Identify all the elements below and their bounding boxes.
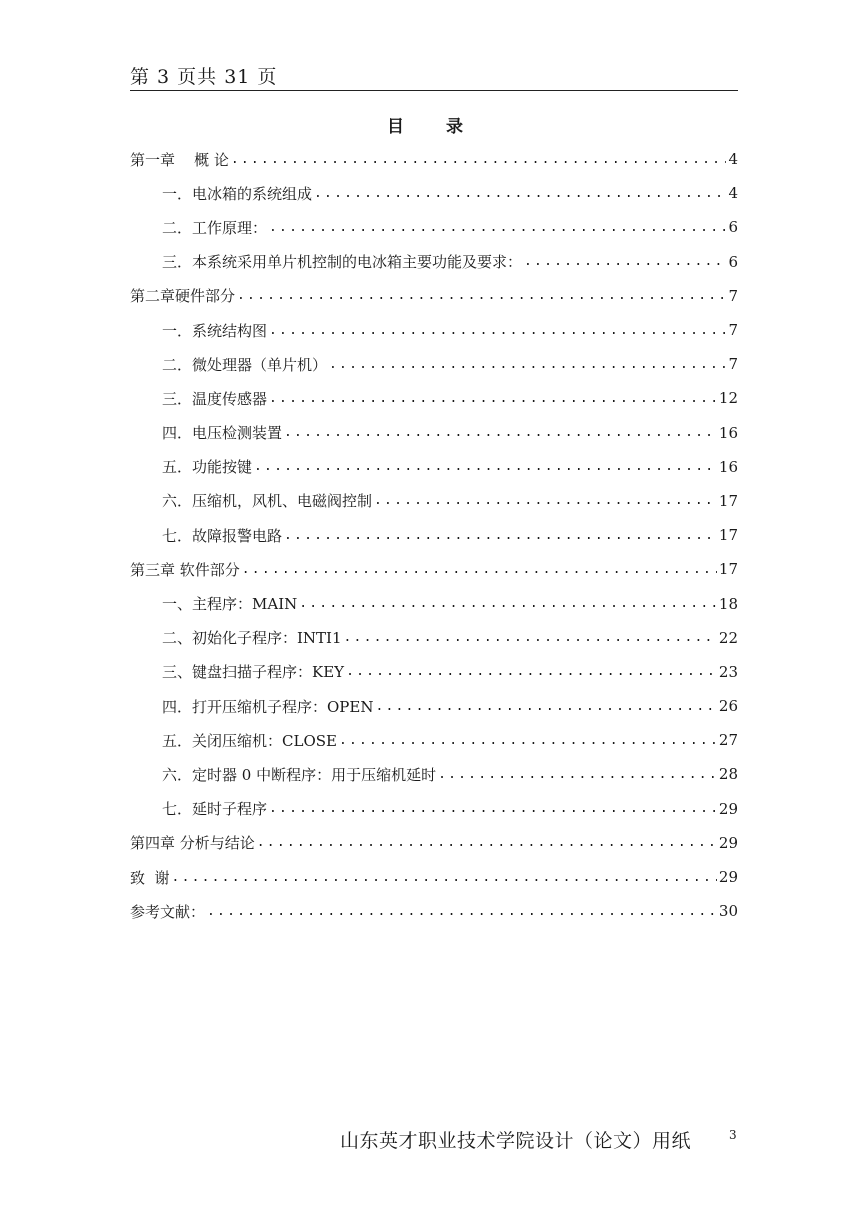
toc-entry-label: 四．打开压缩机子程序：OPEN (162, 697, 374, 716)
dot-leader (172, 870, 717, 885)
toc-entry-label: 五．功能按键 (162, 458, 253, 477)
header-page-indicator: 第 3 页共 31 页 (130, 66, 278, 88)
toc-entry-page: 7 (728, 321, 738, 340)
toc-entry-page: 18 (718, 594, 738, 613)
dot-leader (346, 664, 717, 679)
footer-page-number: 3 (729, 1128, 737, 1142)
toc-entry-section[interactable] (130, 210, 738, 244)
toc-entry-page: 29 (718, 833, 738, 852)
page-footer: 山东英才职业技术学院设计（论文）用纸 (340, 1130, 692, 1152)
toc-entry-label: 七．故障报警电路 (162, 526, 283, 545)
toc-entry-section[interactable] (130, 484, 738, 518)
toc-entry-section[interactable] (130, 245, 738, 279)
page-header (130, 62, 738, 91)
toc-entry-label: 第一章 概 论 (130, 150, 229, 169)
toc-entry-label: 第四章 分析与结论 (130, 834, 255, 853)
toc-entry-page: 7 (728, 286, 738, 305)
toc-entry-section[interactable] (130, 347, 738, 381)
toc-entry-page: 16 (718, 423, 738, 442)
toc-entry-label: 四．电压检测装置 (162, 424, 283, 443)
toc-entry-section[interactable] (130, 416, 738, 450)
toc-entry-page: 29 (718, 799, 738, 818)
toc-entry-label: 第三章 软件部分 (130, 560, 240, 579)
dot-leader (237, 288, 726, 303)
toc-entry-section[interactable] (130, 621, 738, 655)
toc-entry-section[interactable] (130, 757, 738, 791)
dot-leader (374, 493, 717, 508)
dot-leader (329, 357, 726, 372)
toc-entry-label: 二、初始化子程序：INTI1 (162, 629, 342, 648)
toc-entry-label: 一、主程序：MAIN (162, 595, 298, 614)
toc-entry-section[interactable] (130, 381, 738, 415)
dot-leader (339, 733, 717, 748)
toc-entry-page: 23 (718, 662, 738, 681)
dot-leader (524, 254, 726, 269)
toc-entry-chapter-3[interactable] (130, 552, 738, 586)
toc-entry-label: 第二章硬件部分 (130, 287, 236, 306)
dot-leader (269, 391, 717, 406)
toc-entry-page: 29 (718, 868, 738, 887)
toc-entry-label: 五．关闭压缩机：CLOSE (162, 731, 337, 750)
toc-entry-label: 二．微处理器（单片机） (162, 355, 328, 374)
dot-leader (231, 152, 727, 167)
toc-entry-label: 六．定时器 0 中断程序：用于压缩机延时 (162, 765, 437, 784)
toc-entry-page: 4 (728, 150, 738, 169)
toc-entry-page: 30 (718, 902, 738, 921)
toc-entry-page: 17 (718, 491, 738, 510)
dot-leader (207, 904, 717, 919)
toc-entry-label: 三、键盘扫描子程序：KEY (162, 663, 345, 682)
toc-entry-chapter-1[interactable] (130, 142, 738, 176)
toc-entry-label: 参考文献： (130, 902, 206, 921)
toc-entry-label: 六．压缩机，风机、电磁阀控制 (162, 492, 373, 511)
toc-title: 目 录 (387, 117, 481, 137)
dot-leader (284, 425, 717, 440)
toc-entry-label: 七．延时子程序 (162, 800, 268, 819)
dot-leader (299, 596, 717, 611)
toc-entry-chapter-4[interactable] (130, 826, 738, 860)
toc-entry-page: 27 (718, 731, 738, 750)
toc-entry-label: 致 谢 (130, 868, 170, 887)
toc-entry-section[interactable] (130, 655, 738, 689)
dot-leader (257, 835, 717, 850)
toc-entry-page: 17 (718, 560, 738, 579)
toc-entry-page: 6 (728, 252, 738, 271)
toc-entry-label: 二．工作原理： (162, 218, 268, 237)
toc-entry-page: 22 (718, 628, 738, 647)
toc-entry-label: 一．系统结构图 (162, 321, 268, 340)
toc-entry-section[interactable] (130, 176, 738, 210)
dot-leader (269, 220, 726, 235)
toc-entry-page: 12 (718, 389, 738, 408)
toc-entry-section[interactable] (130, 689, 738, 723)
toc-entry-page: 4 (728, 184, 738, 203)
dot-leader (254, 459, 717, 474)
toc-entry-label: 三．温度传感器 (162, 389, 268, 408)
toc-entry-page: 7 (728, 355, 738, 374)
dot-leader (269, 323, 726, 338)
dot-leader (242, 562, 717, 577)
toc-entry-section[interactable] (130, 792, 738, 826)
toc-entry-section[interactable] (130, 723, 738, 757)
toc-entry-section[interactable] (130, 518, 738, 552)
toc-entry-label: 三．本系统采用单片机控制的电冰箱主要功能及要求： (162, 253, 523, 272)
toc-entry-page: 6 (728, 218, 738, 237)
toc-entry-acknowledgements[interactable] (130, 860, 738, 894)
dot-leader (344, 630, 717, 645)
toc-entry-references[interactable] (130, 894, 738, 928)
toc-entry-page: 17 (718, 526, 738, 545)
dot-leader (269, 801, 717, 816)
toc-entry-section[interactable] (130, 586, 738, 620)
dot-leader (284, 528, 717, 543)
toc-entry-page: 28 (718, 765, 738, 784)
toc-entry-chapter-2[interactable] (130, 279, 738, 313)
dot-leader (438, 767, 717, 782)
dot-leader (314, 186, 726, 201)
toc-entry-section[interactable] (130, 313, 738, 347)
dot-leader (375, 699, 716, 714)
toc-entry-page: 16 (718, 457, 738, 476)
table-of-contents (130, 142, 738, 928)
toc-entry-label: 一．电冰箱的系统组成 (162, 184, 313, 203)
toc-entry-section[interactable] (130, 450, 738, 484)
toc-entry-page: 26 (718, 697, 738, 716)
